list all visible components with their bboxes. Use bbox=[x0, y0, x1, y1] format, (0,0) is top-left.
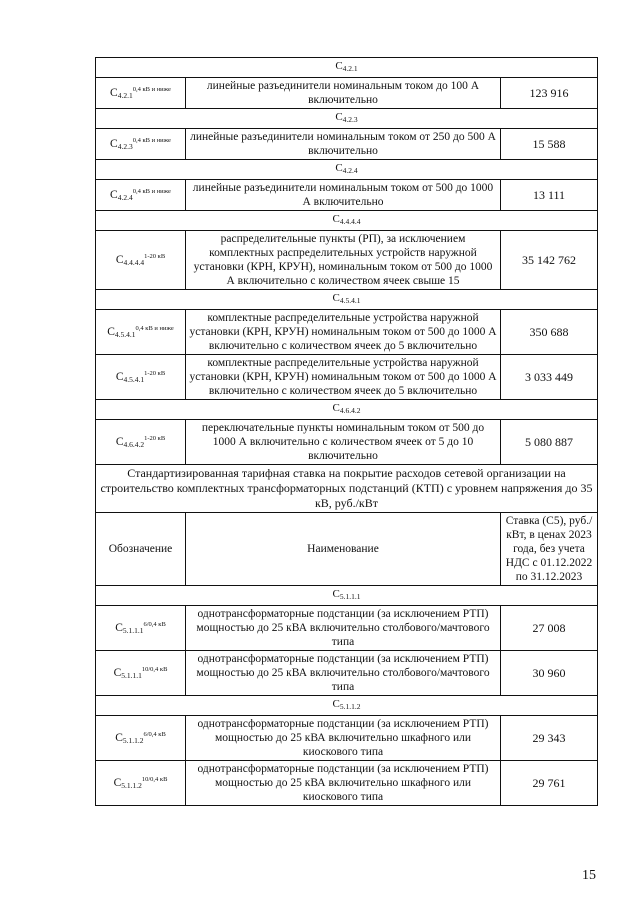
rate-designation bbox=[96, 761, 186, 806]
table-row bbox=[96, 420, 598, 465]
section-code-subscript: 5.1.1.2 bbox=[339, 702, 361, 711]
section-code bbox=[96, 696, 598, 716]
tariff-table bbox=[95, 57, 598, 806]
designation-base: C bbox=[115, 371, 124, 383]
designation-subscript: 4.2.4 bbox=[117, 193, 133, 202]
item-name: однотрансформаторные подстанции (за исключением РТП) мощностью до 25 кВА включительно столбового/мачтового типа bbox=[186, 606, 501, 651]
section-row bbox=[96, 211, 598, 231]
table-row bbox=[96, 78, 598, 109]
rate-designation bbox=[96, 606, 186, 651]
section-row bbox=[96, 400, 598, 420]
designation-subscript: 5.1.1.1 bbox=[122, 626, 144, 635]
section-code-subscript: 4.5.4.1 bbox=[339, 296, 361, 305]
section-code bbox=[96, 290, 598, 310]
designation-subscript: 4.2.1 bbox=[117, 91, 133, 100]
section-row bbox=[96, 58, 598, 78]
designation-superscript: 0,4 кВ и ниже bbox=[132, 137, 171, 144]
designation-subscript: 5.1.1.2 bbox=[121, 781, 142, 790]
table-body-top bbox=[96, 58, 598, 465]
section-row bbox=[96, 109, 598, 129]
section-code bbox=[96, 586, 598, 606]
table-heading: Стандартизированная тарифная ставка на покрытие расходов сетевой организации на строительство комплектных трансформаторных подстанций (КТП) с уровнем напряжения до 35 кВ, руб./кВт bbox=[96, 465, 598, 513]
rate-value: 13 111 bbox=[501, 180, 598, 211]
item-name: однотрансформаторные подстанции (за исключением РТП) мощностью до 25 кВА включительно шкафного или киоскового типа bbox=[186, 761, 501, 806]
item-name: линейные разъединители номинальным током до 100 А включительно bbox=[186, 78, 501, 109]
item-name: линейные разъединители номинальным током от 500 до 1000 А включительно bbox=[186, 180, 501, 211]
designation-base: C bbox=[115, 622, 123, 634]
heading-row bbox=[96, 465, 598, 513]
designation-superscript: 1-20 кВ bbox=[144, 370, 166, 377]
rate-value: 5 080 887 bbox=[501, 420, 598, 465]
column-header-designation: Обозначение bbox=[96, 513, 186, 586]
table-row bbox=[96, 355, 598, 400]
rate-value: 29 761 bbox=[501, 761, 598, 806]
designation-subscript: 5.1.1.2 bbox=[122, 736, 144, 745]
designation-superscript: 6/0,4 кВ bbox=[143, 621, 166, 628]
designation-subscript: 4.2.3 bbox=[117, 142, 133, 151]
designation-base: C bbox=[110, 138, 118, 150]
page-number: 15 bbox=[582, 868, 596, 883]
item-name: однотрансформаторные подстанции (за исключением РТП) мощностью до 25 кВА включительно шкафного или киоскового типа bbox=[186, 716, 501, 761]
table-row bbox=[96, 129, 598, 160]
table-row bbox=[96, 761, 598, 806]
designation-base: C bbox=[110, 189, 118, 201]
item-name: распределительные пункты (РП), за исключением комплектных распределительных устройств наружной установки (КРН, КРУН), номинальным током от 500 до 1000 А включительно с количеством ячеек свыше 15 bbox=[186, 231, 501, 290]
designation-subscript: 5.1.1.1 bbox=[121, 671, 142, 680]
designation-superscript: 1-20 кВ bbox=[144, 253, 166, 260]
table-row bbox=[96, 651, 598, 696]
section-code-base: C bbox=[335, 162, 343, 174]
designation-base: C bbox=[113, 777, 122, 789]
rate-value: 35 142 762 bbox=[501, 231, 598, 290]
section-code bbox=[96, 58, 598, 78]
section-code-base: C bbox=[332, 698, 340, 710]
item-name: линейные разъединители номинальным током от 250 до 500 А включительно bbox=[186, 129, 501, 160]
designation-superscript: 10/0,4 кВ bbox=[141, 666, 168, 673]
section-code-subscript: 4.2.4 bbox=[342, 166, 358, 175]
section-row bbox=[96, 696, 598, 716]
designation-superscript: 0,4 кВ и ниже bbox=[132, 86, 171, 93]
designation-subscript: 4.5.4.1 bbox=[114, 330, 136, 339]
section-code-base: C bbox=[335, 60, 343, 72]
designation-base: C bbox=[107, 326, 115, 338]
section-row bbox=[96, 586, 598, 606]
rate-value: 30 960 bbox=[501, 651, 598, 696]
designation-base: C bbox=[113, 667, 122, 679]
rate-designation bbox=[96, 231, 186, 290]
rate-designation bbox=[96, 129, 186, 160]
section-code-subscript: 4.4.4.4 bbox=[339, 217, 361, 226]
rate-designation bbox=[96, 651, 186, 696]
column-header-rate: Ставка (С5), руб./кВт, в ценах 2023 года, без учета НДС с 01.12.2022 по 31.12.2023 bbox=[501, 513, 598, 586]
item-name: однотрансформаторные подстанции (за исключением РТП) мощностью до 25 кВА включительно столбового/мачтового типа bbox=[186, 651, 501, 696]
section-code-base: C bbox=[335, 111, 343, 123]
designation-base: C bbox=[115, 436, 124, 448]
designation-superscript: 0,4 кВ и ниже bbox=[132, 188, 171, 195]
designation-superscript: 10/0,4 кВ bbox=[141, 776, 168, 783]
rate-value: 27 008 bbox=[501, 606, 598, 651]
designation-subscript: 4.6.4.2 bbox=[123, 440, 145, 449]
table-row bbox=[96, 231, 598, 290]
rate-value: 15 588 bbox=[501, 129, 598, 160]
section-code bbox=[96, 211, 598, 231]
table-heading-block bbox=[96, 465, 598, 586]
rate-designation bbox=[96, 716, 186, 761]
section-code-base: C bbox=[332, 292, 340, 304]
section-code-subscript: 4.2.1 bbox=[342, 64, 358, 73]
rate-value: 350 688 bbox=[501, 310, 598, 355]
table-row bbox=[96, 716, 598, 761]
section-code-subscript: 4.6.4.2 bbox=[339, 406, 361, 415]
designation-subscript: 4.4.4.4 bbox=[123, 258, 145, 267]
column-header-name: Наименование bbox=[186, 513, 501, 586]
rate-designation bbox=[96, 180, 186, 211]
designation-base: C bbox=[115, 254, 124, 266]
table-row bbox=[96, 180, 598, 211]
section-row bbox=[96, 290, 598, 310]
designation-superscript: 1-20 кВ bbox=[144, 435, 166, 442]
section-code-base: C bbox=[332, 402, 340, 414]
section-row bbox=[96, 160, 598, 180]
rate-designation bbox=[96, 310, 186, 355]
designation-base: C bbox=[110, 87, 118, 99]
section-code bbox=[96, 400, 598, 420]
table-row bbox=[96, 606, 598, 651]
section-code-base: C bbox=[332, 588, 340, 600]
section-code bbox=[96, 109, 598, 129]
rate-designation bbox=[96, 355, 186, 400]
table-row bbox=[96, 310, 598, 355]
designation-base: C bbox=[115, 732, 123, 744]
column-header-row bbox=[96, 513, 598, 586]
section-code bbox=[96, 160, 598, 180]
rate-value: 29 343 bbox=[501, 716, 598, 761]
section-code-subscript: 4.2.3 bbox=[342, 115, 358, 124]
rate-value: 123 916 bbox=[501, 78, 598, 109]
item-name: переключательные пункты номинальным током от 500 до 1000 А включительно с количеством ячеек от 5 до 10 включительно bbox=[186, 420, 501, 465]
rate-value: 3 033 449 bbox=[501, 355, 598, 400]
designation-superscript: 0,4 кВ и ниже bbox=[135, 325, 174, 332]
section-code-base: C bbox=[332, 213, 340, 225]
item-name: комплектные распределительные устройства наружной установки (КРН, КРУН) номинальным током от 500 до 1000 А включительно с количеством ячеек до 5 включительно bbox=[186, 355, 501, 400]
rate-designation bbox=[96, 420, 186, 465]
designation-superscript: 6/0,4 кВ bbox=[143, 731, 166, 738]
section-code-subscript: 5.1.1.1 bbox=[339, 592, 361, 601]
item-name: комплектные распределительные устройства наружной установки (КРН, КРУН) номинальным током от 500 до 1000 А включительно с количеством ячеек до 5 включительно bbox=[186, 310, 501, 355]
designation-subscript: 4.5.4.1 bbox=[123, 375, 145, 384]
table-body-bottom bbox=[96, 586, 598, 806]
rate-designation bbox=[96, 78, 186, 109]
